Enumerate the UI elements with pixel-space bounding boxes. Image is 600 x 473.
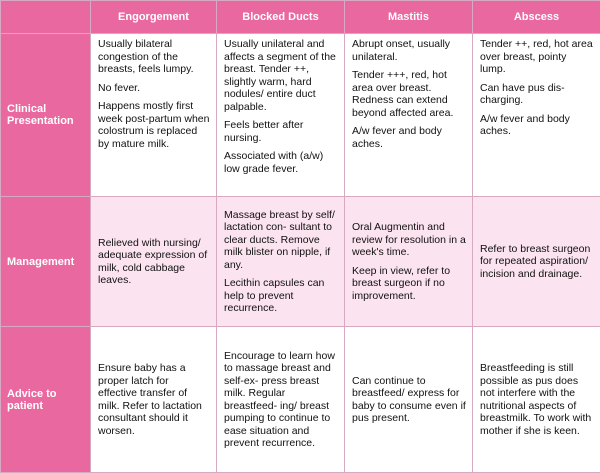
cell-management-engorgement xyxy=(91,197,217,327)
row-management xyxy=(1,197,600,327)
cell-clinical-engorgement xyxy=(91,34,217,197)
cell-paragraph: No fever. xyxy=(98,81,141,94)
cell-paragraph: Usually unilateral and affects a segment of the breast. Tender ++, slightly warm, hard nodules/ entire duct palpable. xyxy=(224,38,336,113)
column-header-blocked-ducts: Blocked Ducts xyxy=(217,1,345,34)
cell-clinical-blocked-ducts xyxy=(217,34,345,197)
cell-advice-blocked-ducts xyxy=(217,327,345,473)
row-header-management: Management xyxy=(1,197,91,327)
cell-advice-engorgement xyxy=(91,327,217,473)
header-row xyxy=(1,1,600,34)
row-header-clinical-presentation: Clinical Presentation xyxy=(1,34,91,197)
cell-advice-abscess xyxy=(473,327,600,473)
cell-paragraph: Usually bilateral congestion of the breasts, feels lumpy. xyxy=(98,38,194,75)
cell-paragraph: Ensure baby has a proper latch for effective transfer of milk. Refer to lactation consultant should it worsen. xyxy=(98,362,202,437)
cell-paragraph: Oral Augmentin and review for resolution in a week's time. xyxy=(352,221,466,258)
cell-advice-mastitis xyxy=(345,327,473,473)
corner-cell xyxy=(1,1,91,34)
cell-management-mastitis xyxy=(345,197,473,327)
cell-paragraph: Abrupt onset, usually unilateral. xyxy=(352,38,451,63)
cell-paragraph: Breastfeeding is still possible as pus does not interfere with the nutritional aspects of breastmilk. To work with mother if she is keen. xyxy=(480,362,592,437)
cell-paragraph: Keep in view, refer to breast surgeon if no improvement. xyxy=(352,264,451,302)
cell-paragraph: A/w fever and body aches. xyxy=(352,125,442,150)
cell-paragraph: Can continue to breastfeed/ express for baby to consume even if pus present. xyxy=(352,374,466,424)
column-header-abscess: Abscess xyxy=(473,1,600,34)
cell-management-abscess xyxy=(473,197,600,327)
cell-clinical-abscess xyxy=(473,34,600,197)
cell-paragraph: Tender +++, red, hot area over breast. Redness can extend beyond affected area. xyxy=(352,69,454,119)
cell-paragraph: Massage breast by self/ lactation con- sultant to clear ducts. Remove milk blister on nipple, if any. xyxy=(224,208,335,271)
row-clinical-presentation xyxy=(1,34,600,197)
cell-paragraph: Feels better after nursing. xyxy=(224,119,304,144)
cell-paragraph: A/w fever and body aches. xyxy=(480,112,570,137)
cell-management-blocked-ducts xyxy=(217,197,345,327)
column-header-engorgement: Engorgement xyxy=(91,1,217,34)
cell-clinical-mastitis xyxy=(345,34,473,197)
cell-paragraph: Encourage to learn how to massage breast and self-ex- press breast milk. Regular breastfeed- ing/ breast pumping to continue to ease situation and prevent recurrence. xyxy=(224,349,335,449)
cell-paragraph: Tender ++, red, hot area over breast, pointy lump. xyxy=(480,38,593,75)
cell-paragraph: Can have pus dis- charging. xyxy=(480,81,565,106)
cell-paragraph: Refer to breast surgeon for repeated aspiration/ incision and drainage. xyxy=(480,242,591,280)
cell-paragraph: Relieved with nursing/ adequate expression of milk, cold cabbage leaves. xyxy=(98,236,208,286)
row-advice-to-patient xyxy=(1,327,600,473)
cell-paragraph: Associated with (a/w) low grade fever. xyxy=(224,150,324,175)
cell-paragraph: Lecithin capsules can help to prevent recurrence. xyxy=(224,277,325,314)
column-header-mastitis: Mastitis xyxy=(345,1,473,34)
row-header-advice-to-patient: Advice to patient xyxy=(1,327,91,473)
cell-paragraph: Happens mostly first week post-partum when colostrum is replaced by mature milk. xyxy=(98,100,210,150)
